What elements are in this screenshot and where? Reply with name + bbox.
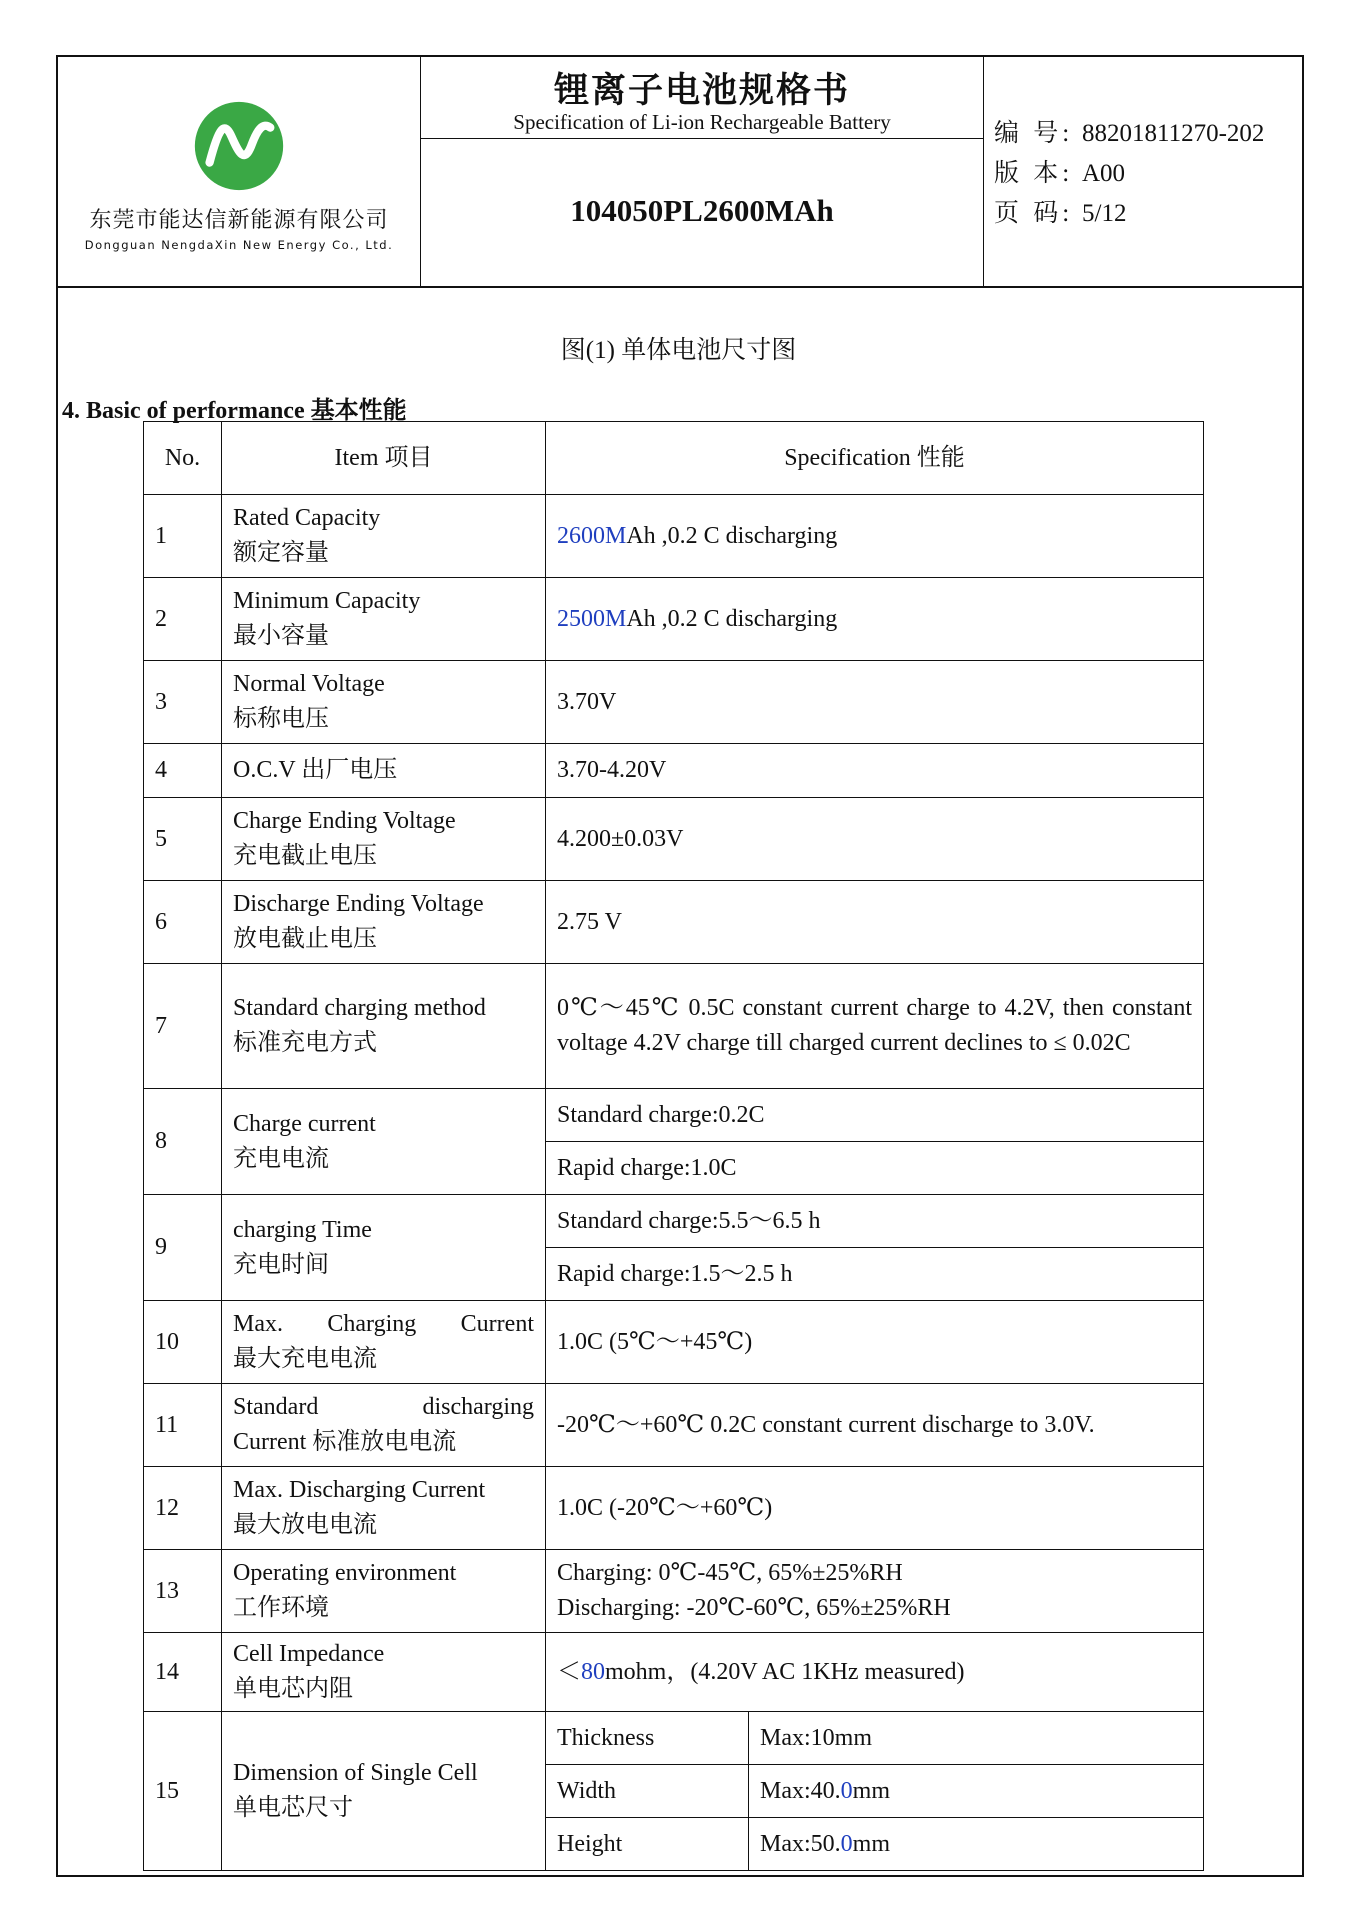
table-row: 11 Standard discharging Current 标准放电电流 -20℃～+60℃ 0.2C constant current discharge to 3.0V.: [144, 1384, 1204, 1467]
header-no: No.: [144, 422, 222, 495]
table-row: 5 Charge Ending Voltage 充电截止电压 4.200±0.03V: [144, 798, 1204, 881]
table-row: 8 Charge current 充电电流 Standard charge:0.2C: [144, 1089, 1204, 1142]
doc-version: 版 本: A00: [994, 160, 1126, 187]
table-row: Rapid charge:1.5～2.5 h: [144, 1248, 1204, 1301]
company-logo: [74, 100, 404, 260]
table-row: 3 Normal Voltage 标称电压 3.70V: [144, 661, 1204, 744]
table-row: 1 Rated Capacity 额定容量 2600MAh ,0.2 C discharging: [144, 495, 1204, 578]
table-row: 6 Discharge Ending Voltage 放电截止电压 2.75 V: [144, 881, 1204, 964]
table-header-row: [144, 422, 1204, 495]
meta-cell: [984, 55, 1304, 286]
table-row: Width Max:40.0mm: [144, 1765, 1204, 1818]
header-spec: Specification 性能: [546, 422, 1204, 495]
doc-number: 编 号: 88201811270-202: [994, 120, 1265, 147]
title-cell: [421, 55, 984, 286]
table-row: 2 Minimum Capacity 最小容量 2500MAh ,0.2 C discharging: [144, 578, 1204, 661]
doc-page: 页 码: 5/12: [994, 200, 1127, 227]
table-row: 15 Dimension of Single Cell 单电芯尺寸 Thickness Max:10mm: [144, 1712, 1204, 1765]
nengdaxin-logo-icon: [193, 100, 285, 192]
doc-title-en: Specification of Li-ion Rechargeable Battery: [513, 110, 891, 134]
model-number: 104050PL2600MAh: [570, 193, 834, 228]
company-cell: [56, 55, 421, 286]
document-header: [56, 55, 1304, 288]
table-row: 13 Operating environment 工作环境 Charging: 0℃-45℃, 65%±25%RH Discharging: -20℃-60℃, 65%±25%RH: [144, 1550, 1204, 1633]
doc-title-cn: 锂离子电池规格书: [553, 71, 850, 110]
table-row: 12 Max. Discharging Current 最大放电电流 1.0C (-20℃～+60℃): [144, 1467, 1204, 1550]
company-name-en: Dongguan NengdaXin New Energy Co., Ltd.: [84, 238, 394, 252]
table-row: Height Max:50.0mm: [144, 1818, 1204, 1871]
header-item: Item 项目: [222, 422, 546, 495]
table-row: 7 Standard charging method 标准充电方式 0℃～45℃ 0.5C constant current charge to 4.2V, then constant voltage 4.2V charge till charged current declines to ≤ 0.02C: [144, 964, 1204, 1089]
table-row: 9 charging Time 充电时间 Standard charge:5.5～6.5 h: [144, 1195, 1204, 1248]
table-row: 4 O.C.V 出厂电压 3.70-4.20V: [144, 744, 1204, 798]
performance-table: [143, 421, 1204, 1871]
table-row: 10 Max. Charging Current 最大充电电流 1.0C (5℃～+45℃): [144, 1301, 1204, 1384]
figure-caption: 图(1) 单体电池尺寸图: [560, 337, 797, 364]
table-row: Rapid charge:1.0C: [144, 1142, 1204, 1195]
section-title: 4. Basic of performance 基本性能: [62, 398, 407, 424]
company-name-cn: 东莞市能达信新能源有限公司: [89, 208, 389, 233]
table-row: 14 Cell Impedance 单电芯内阻 ＜80mohm，(4.20V AC 1KHz measured): [144, 1633, 1204, 1712]
title-divider: [421, 138, 983, 139]
